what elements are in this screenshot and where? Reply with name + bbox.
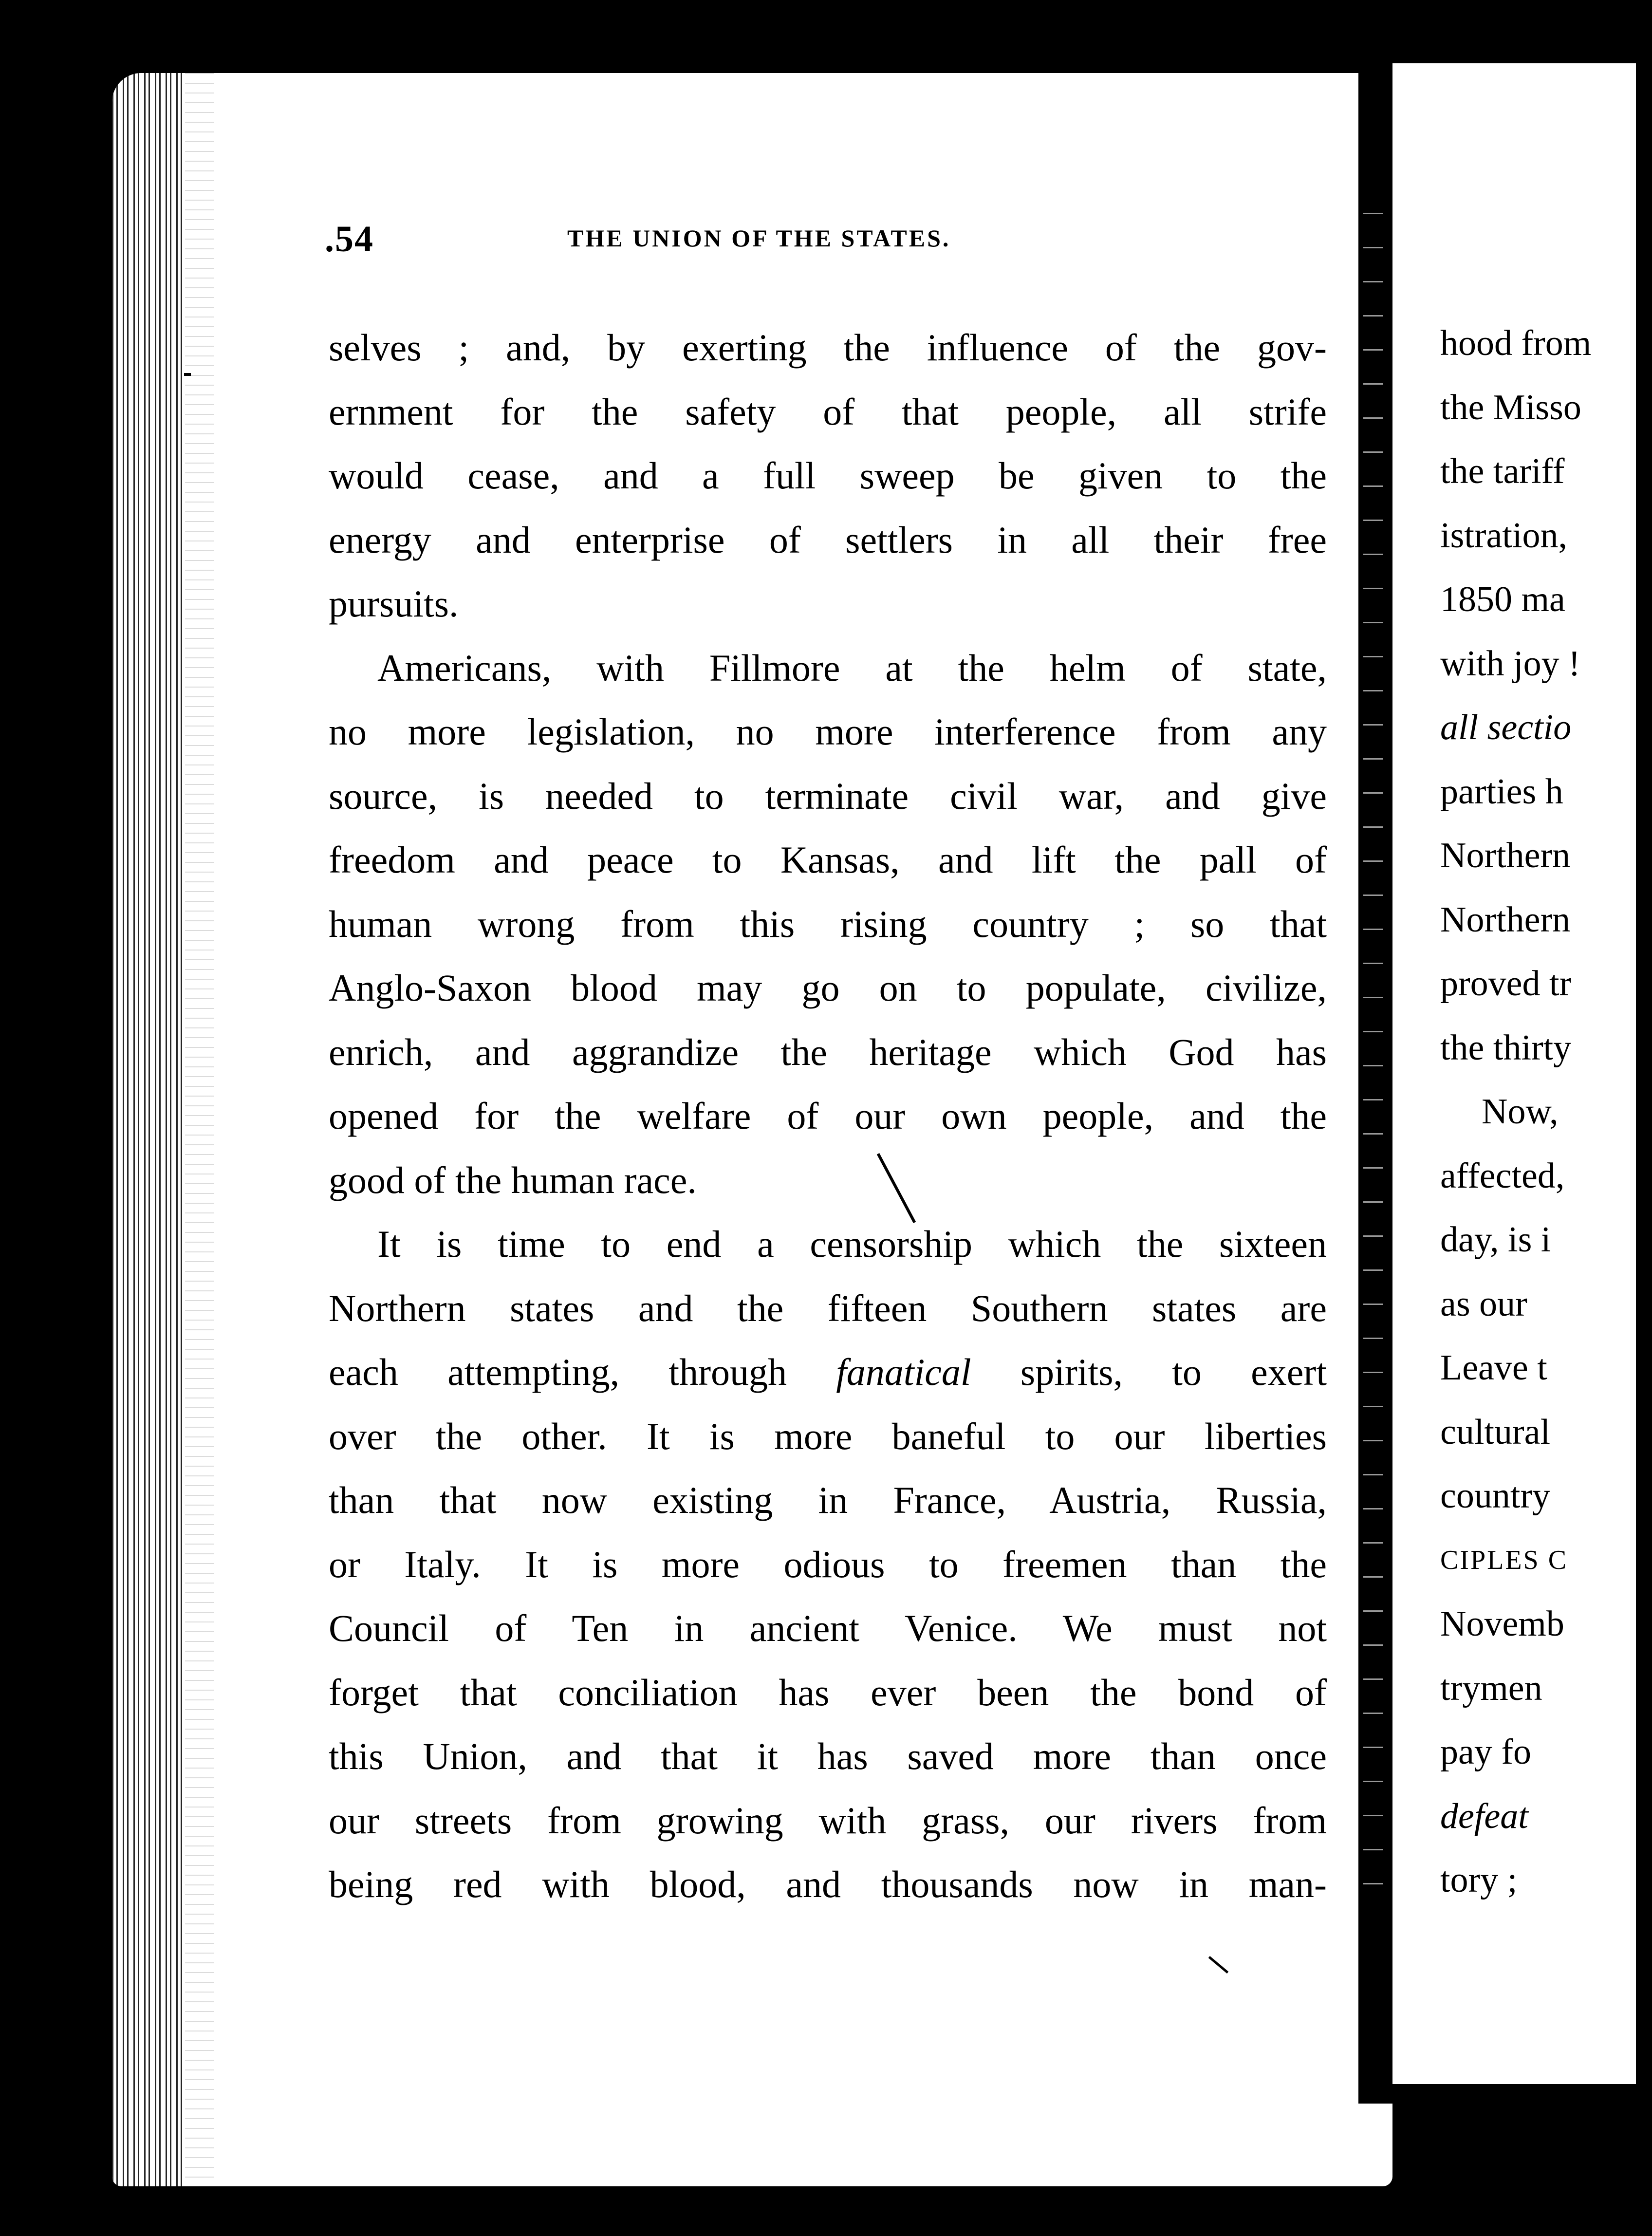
text-line: enrich, and aggrandize the heritage which God has (329, 1030, 1327, 1073)
text-line: human wrong from this rising country ; so that (329, 902, 1327, 945)
page-edge-shading (112, 73, 185, 2186)
text-line: parties h (1440, 771, 1563, 812)
ink-mark (184, 373, 191, 376)
italic-word: fanatical (836, 1351, 971, 1393)
text-line: hood from (1440, 323, 1592, 363)
italic-text-line: defeat (1440, 1796, 1528, 1836)
text-line: no more legislation, no more interference from any (329, 710, 1327, 753)
text-segment: each attempting, through (329, 1351, 787, 1393)
text-line: the Misso (1440, 387, 1581, 428)
text-line: ernment for the safety of that people, all strife (329, 390, 1327, 433)
text-line: source, is needed to terminate civil war, and give (329, 774, 1327, 817)
text-line: trymen (1440, 1668, 1542, 1708)
text-line: energy and enterprise of settlers in all their free (329, 518, 1327, 561)
text-line: Northern states and the fifteen Southern states are (329, 1286, 1327, 1329)
page-number: .54 (325, 219, 374, 260)
text-line: with joy ! (1440, 643, 1580, 684)
text-line: opened for the welfare of our own people, and the (329, 1095, 1327, 1137)
italic-text-line: all sectio (1440, 708, 1572, 747)
text-line-with-emphasis (329, 1340, 1327, 1404)
text-line: than that now existing in France, Austria, Russia, (329, 1479, 1327, 1521)
page-edge-fade (185, 73, 214, 2186)
text-segment: spirits, to exert (1020, 1351, 1327, 1393)
text-line: Anglo-Saxon blood may go on to populate, civilize, (329, 967, 1327, 1009)
text-line: over the other. It is more baneful to our liberties (329, 1415, 1327, 1457)
text-line: pay fo (1440, 1732, 1531, 1772)
text-line: freedom and peace to Kansas, and lift the pall of (329, 838, 1327, 881)
right-page-body (1440, 312, 1652, 1913)
text-line: forget that conciliation has ever been the bond of (329, 1671, 1327, 1714)
text-line: the tariff (1440, 451, 1565, 491)
text-line: this Union, and that it has saved more than once (329, 1735, 1327, 1777)
text-line: Council of Ten in ancient Venice. We must not (329, 1607, 1327, 1649)
paragraph-first-line: Now, (1482, 1092, 1559, 1132)
text-line: as our (1440, 1284, 1527, 1324)
text-line: the thirty (1440, 1027, 1572, 1068)
text-line: Northern (1440, 836, 1571, 876)
text-line: cultural (1440, 1412, 1551, 1452)
running-head-title: THE UNION OF THE STATES. (567, 224, 951, 252)
left-page-body (329, 316, 1327, 1917)
text-line: proved tr (1440, 964, 1572, 1004)
paragraph-first-line: It is time to end a censorship which the sixteen (377, 1223, 1327, 1265)
text-line: would cease, and a full sweep be given to the (329, 454, 1327, 497)
text-line: tory ; (1440, 1860, 1518, 1900)
text-line: Novemb (1440, 1604, 1564, 1644)
text-line: or Italy. It is more odious to freemen than the (329, 1543, 1327, 1585)
text-line: istration, (1440, 515, 1568, 556)
text-line: being red with blood, and thousands now in man- (329, 1863, 1327, 1905)
text-line: pursuits. (329, 582, 459, 625)
text-line: our streets from growing with grass, our rivers from (329, 1799, 1327, 1842)
text-line: country (1440, 1476, 1551, 1516)
text-line: selves ; and, by exerting the influence of the gov- (329, 326, 1327, 369)
text-line: affected, (1440, 1155, 1565, 1196)
running-head (325, 218, 1323, 260)
text-line: day, is i (1440, 1220, 1551, 1260)
text-line: 1850 ma (1440, 579, 1565, 619)
text-line: Northern (1440, 899, 1571, 940)
small-caps-line: CIPLES C (1440, 1545, 1568, 1575)
text-line: good of the human race. (329, 1158, 697, 1201)
text-line: Leave t (1440, 1348, 1547, 1388)
paragraph-first-line: Americans, with Fillmore at the helm of state, (377, 646, 1327, 689)
spine-speckle (1363, 195, 1383, 1899)
